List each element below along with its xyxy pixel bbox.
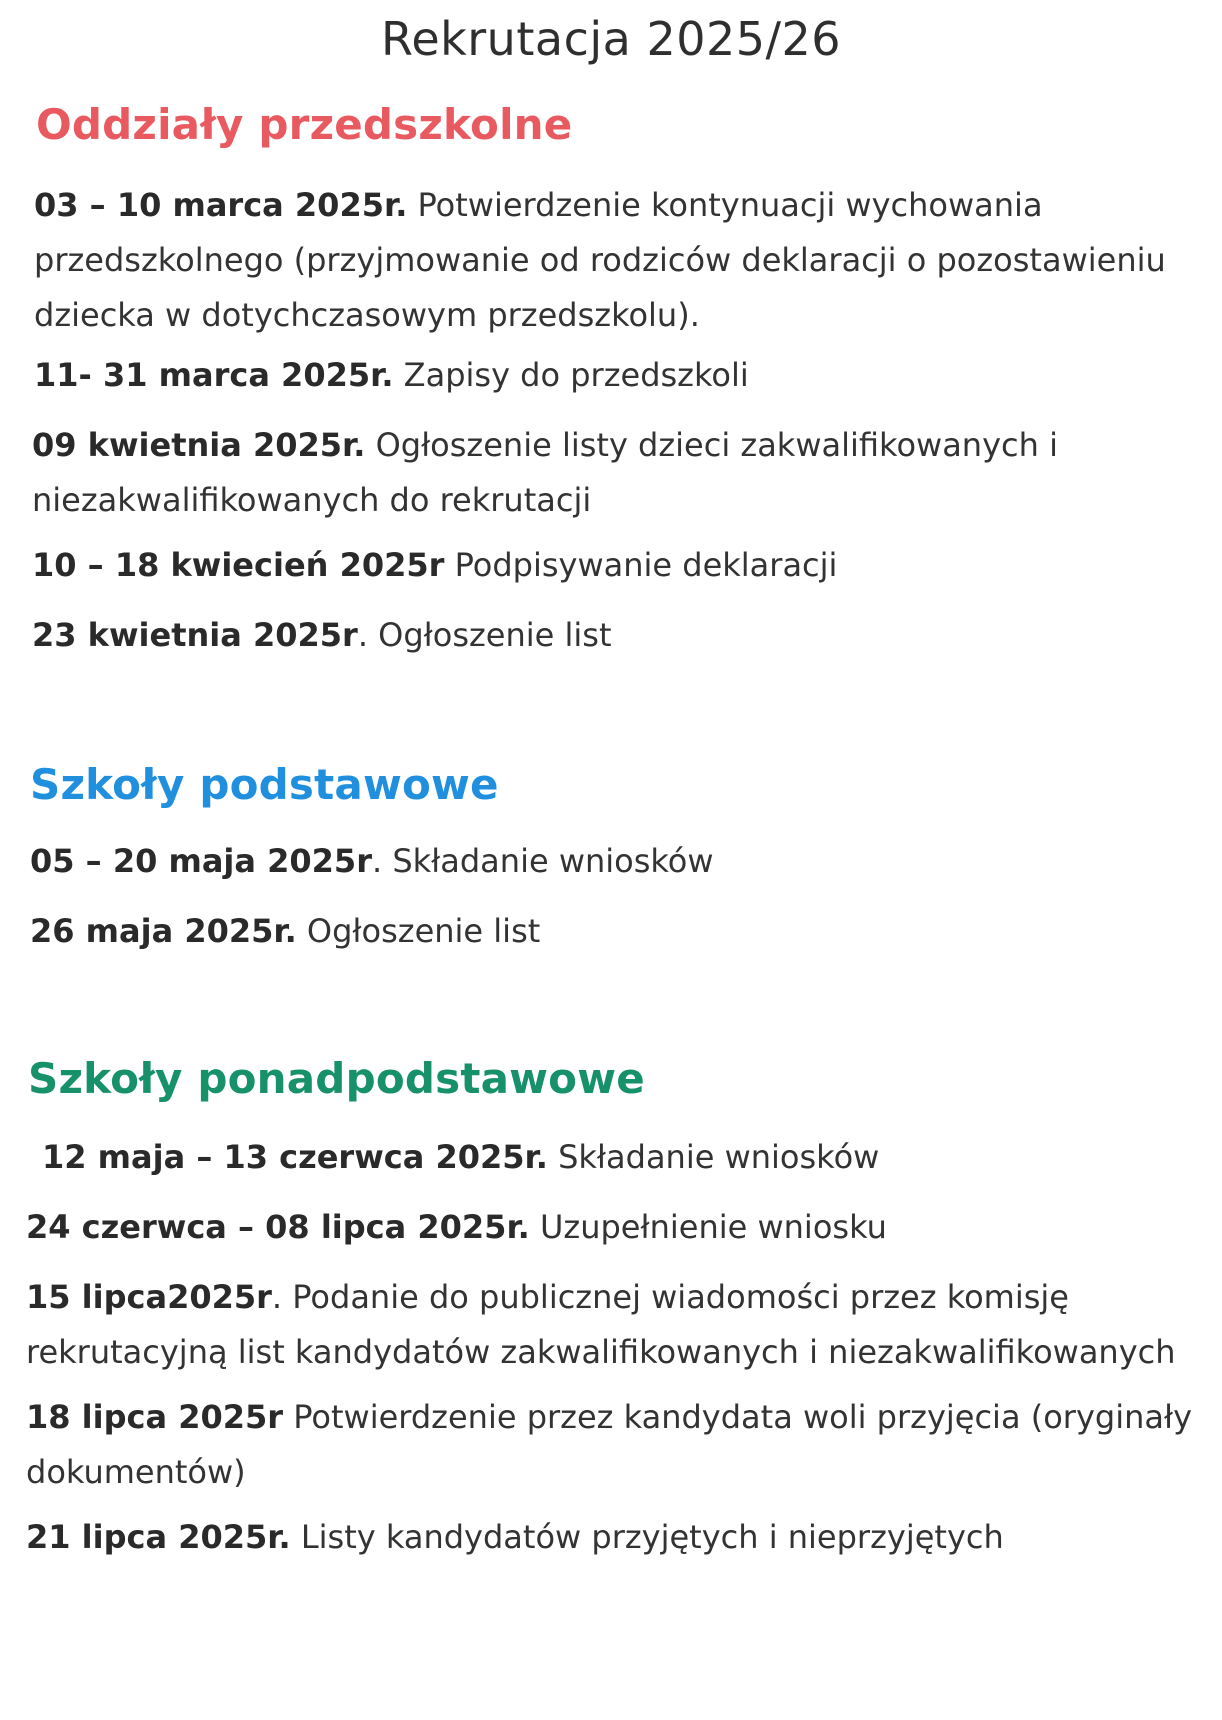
entry-text: . Podanie do publicznej wiadomości przez komisję rekrutacyjną list kandydatów zakwalifikowanych i niezakwalifikowanych xyxy=(26,1278,1176,1371)
entry-date: 23 kwietnia 2025r xyxy=(32,616,358,654)
schedule-entry xyxy=(32,418,1222,528)
schedule-entry xyxy=(42,1130,1222,1185)
entry-date: 18 lipca 2025r xyxy=(26,1398,284,1436)
entry-text: Podpisywanie deklaracji xyxy=(444,546,838,584)
entry-date: 21 lipca 2025r. xyxy=(26,1518,291,1556)
entry-text: Ogłoszenie listy dzieci zakwalifikowanych i niezakwalifikowanych do rekrutacji xyxy=(32,426,1058,519)
section-heading-primary: Szkoły podstawowe xyxy=(30,760,499,809)
entry-text: Ogłoszenie list xyxy=(296,912,541,950)
schedule-entry xyxy=(32,608,1222,663)
entry-date: 10 – 18 kwiecień 2025r xyxy=(32,546,445,584)
entry-text: Listy kandydatów przyjętych i nieprzyjętych xyxy=(290,1518,1004,1556)
section-heading-preschool: Oddziały przedszkolne xyxy=(36,100,573,149)
entry-date: 15 lipca2025r xyxy=(26,1278,272,1316)
entry-text: Uzupełnienie wniosku xyxy=(529,1208,887,1246)
schedule-entry xyxy=(34,348,1222,403)
entry-text: Składanie wniosków xyxy=(547,1138,880,1176)
section-heading-secondary: Szkoły ponadpodstawowe xyxy=(28,1054,645,1103)
entry-text: . Ogłoszenie list xyxy=(357,616,612,654)
schedule-entry xyxy=(26,1390,1216,1500)
entry-date: 09 kwietnia 2025r. xyxy=(32,426,366,464)
entry-text: Potwierdzenie kontynuacji wychowania przedszkolnego (przyjmowanie od rodziców deklaracji o pozostawieniu dziecka w dotychczasowym przedszkolu). xyxy=(34,186,1166,334)
schedule-entry xyxy=(34,178,1222,343)
schedule-entry xyxy=(26,1510,1216,1565)
entry-text: Potwierdzenie przez kandydata woli przyjęcia (oryginały dokumentów) xyxy=(26,1398,1192,1491)
schedule-entry xyxy=(30,904,1220,959)
entry-date: 03 – 10 marca 2025r. xyxy=(34,186,408,224)
entry-date: 12 maja – 13 czerwca 2025r. xyxy=(42,1138,548,1176)
schedule-entry xyxy=(26,1270,1216,1380)
entry-text: Zapisy do przedszkoli xyxy=(393,356,749,394)
schedule-entry xyxy=(32,538,1222,593)
entry-date: 11- 31 marca 2025r. xyxy=(34,356,394,394)
schedule-entry xyxy=(26,1200,1216,1255)
entry-date: 26 maja 2025r. xyxy=(30,912,297,950)
entry-text: . Składanie wniosków xyxy=(371,842,714,880)
entry-date: 05 – 20 maja 2025r xyxy=(30,842,372,880)
schedule-entry xyxy=(30,834,1220,889)
entry-date: 24 czerwca – 08 lipca 2025r. xyxy=(26,1208,530,1246)
page-title: Rekrutacja 2025/26 xyxy=(380,12,842,66)
